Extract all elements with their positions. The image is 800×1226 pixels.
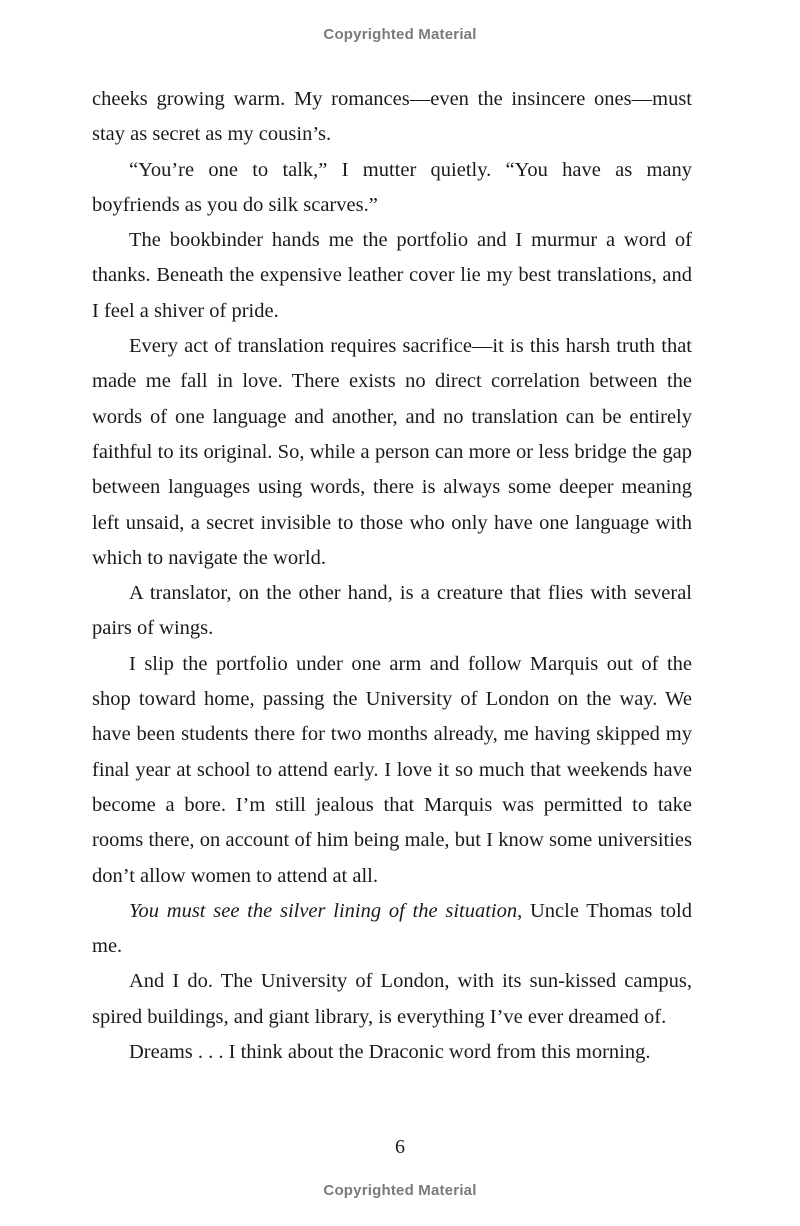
paragraph-4: Every act of translation requires sacrifice—it is this harsh truth that made me fall in love. There exists no direct correlation between the words of one language and another, and no translation can be entirely faithful to its original. So, while a person can more or less bridge the gap between languages using words, there is always some deeper meaning left unsaid, a secret invisible to those who only have one language with which to navigate the world. [92,335,692,569]
paragraph-3: The bookbinder hands me the portfolio and I murmur a word of thanks. Beneath the expensive leather cover lie my best translations, and I feel a shiver of pride. [92,229,692,322]
italic-quote: You must see the silver lining of the situation [129,899,518,922]
paragraph-6: I slip the portfolio under one arm and follow Marquis out of the shop toward home, passing the University of London on the way. We have been students there for two months already, me having skipped my final year at school to attend early. I love it so much that weekends have become a bore. I’m still jealous that Marquis was permitted to take rooms there, on account of him being male, but I know some universities don’t allow women to attend at all. [92,652,692,887]
copyright-watermark-top: Copyrighted Material [323,26,477,43]
paragraph-2: “You’re one to talk,” I mutter quietly. “You have as many boyfriends as you do silk scarves.” [92,158,692,216]
copyright-watermark-bottom: Copyrighted Material [323,1182,477,1199]
paragraph-7 [92,894,692,965]
paragraph-5: A translator, on the other hand, is a creature that flies with several pairs of wings. [92,582,692,640]
paragraph-7-rest: , Uncle Thomas told me. [92,899,692,958]
paragraph-8: And I do. The University of London, with its sun-kissed campus, spired buildings, and giant library, is everything I’ve ever dreamed of. [92,970,692,1028]
page-number: 6 [395,1136,405,1158]
paragraph-9: Dreams . . . I think about the Draconic word from this morning. [129,1041,651,1064]
page-body [92,82,692,1070]
paragraph-1: cheeks growing warm. My romances—even the insincere ones—must stay as secret as my cousin’s. [92,88,692,146]
